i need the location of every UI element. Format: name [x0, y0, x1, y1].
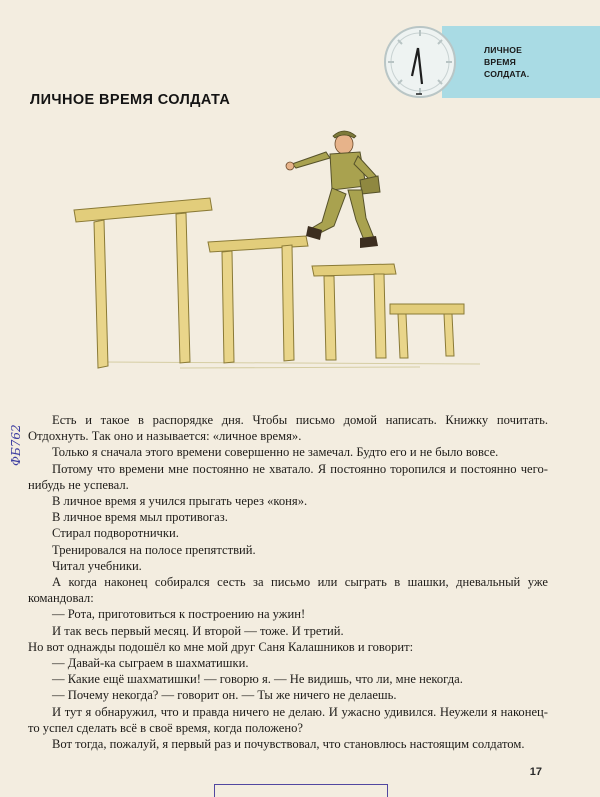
paragraph: Но вот однажды подошёл ко мне мой друг Саня Калашников и говорит:: [28, 639, 414, 654]
library-stamp-text: ФБ762: [9, 424, 23, 466]
paragraph: Только я сначала этого времени совершенно не замечал. Будто его и не было вовсе.: [52, 445, 499, 460]
paragraph: А когда наконец собирался сесть за письмо или сыграть в шашки, дневальный уже командовал:: [28, 575, 548, 606]
paragraph: — Почему некогда? — говорит он. — Ты же ничего не делаешь.: [52, 688, 397, 703]
chapter-title: ЛИЧНОЕ ВРЕМЯ СОЛДАТА: [30, 92, 231, 108]
paragraph: Есть и такое в распорядке дня. Чтобы письмо домой написать. Книжку почитать. Отдохнуть. Так оно и называется: «личное время».: [28, 413, 548, 444]
clock-icon: [382, 24, 458, 100]
header-label-line: СОЛДАТА.: [484, 69, 530, 79]
paragraph: В личное время мыл противогаз.: [52, 510, 228, 525]
library-stamp: [6, 420, 28, 468]
paragraph: — Рота, приготовиться к построению на ужин!: [52, 607, 306, 622]
header-label-line: ВРЕМЯ: [484, 57, 517, 67]
paragraph: Потому что времени мне постоянно не хватало. Я постоянно торопился и постоянно чего-нибудь не успевал.: [28, 461, 548, 492]
paragraph: Читал учебники.: [52, 558, 142, 573]
paragraph: И так весь первый месяц. И второй — тоже. И третий.: [52, 623, 344, 638]
bottom-stamp-frame: [214, 784, 388, 797]
soldier-figure: [286, 131, 380, 248]
paragraph: — Давай-ка сыграем в шахматишки.: [52, 656, 249, 671]
page-number: 17: [529, 766, 542, 778]
paragraph: — Какие ещё шахматишки! — говорю я. — Не видишь, что ли, мне некогда.: [52, 672, 463, 687]
soldier-illustration: [60, 118, 540, 380]
header-label-line: ЛИЧНОЕ: [484, 45, 523, 55]
header-label: [484, 44, 594, 80]
paragraph: Стирал подворотнички.: [52, 526, 179, 541]
paragraph: Тренировался на полосе препятствий.: [52, 542, 256, 557]
paragraph: В личное время я учился прыгать через «коня».: [52, 494, 308, 509]
paragraph: Вот тогда, пожалуй, я первый раз и почувствовал, что становлюсь настоящим солдатом.: [52, 737, 525, 752]
paragraph: И тут я обнаружил, что и правда ничего не делаю. И ужасно удивился. Неужели я наконец-то успел сделать всё в своё время, когда положено?: [28, 704, 548, 735]
story-text: [28, 412, 548, 752]
